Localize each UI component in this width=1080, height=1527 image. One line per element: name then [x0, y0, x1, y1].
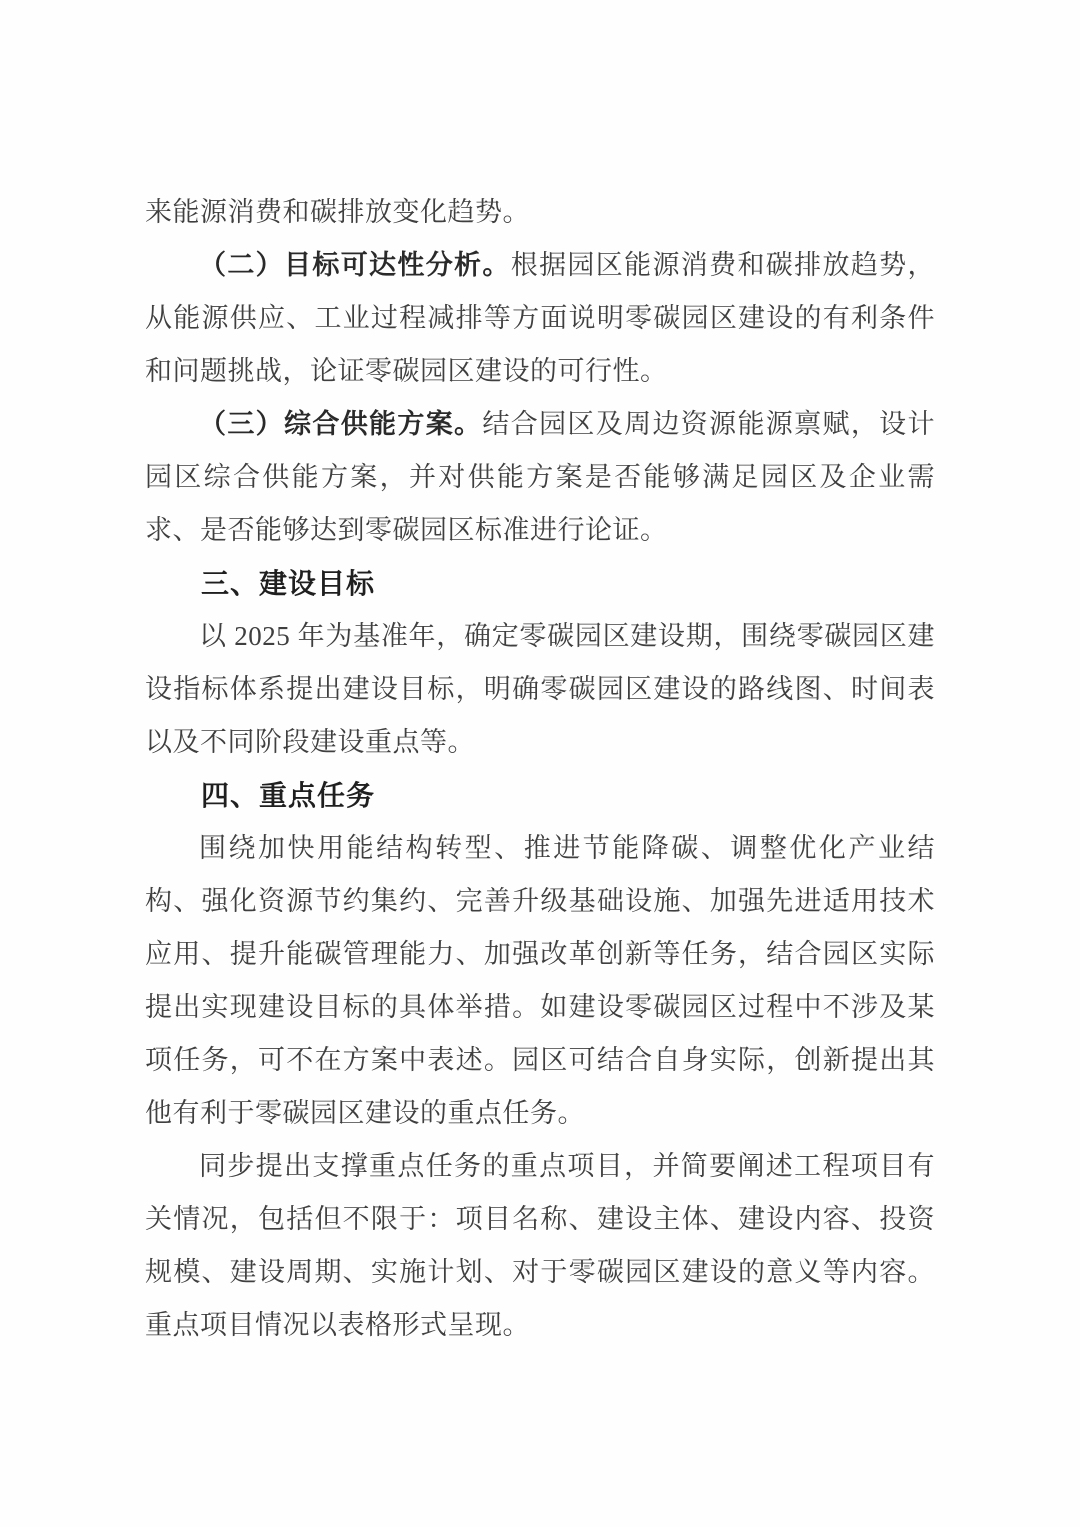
paragraph-goal-feasibility-body: 根据园区能源消费和碳排放趋势，从能源供应、工业过程减排等方面说明零碳园区建设的有利条件和问题挑战，论证零碳园区建设的可行性。 [145, 250, 936, 386]
paragraph-trend-continuation: 来能源消费和碳排放变化趋势。 [145, 197, 530, 227]
paragraph-energy-supply-scheme [145, 398, 935, 557]
paragraph-key-projects: 同步提出支撑重点任务的重点项目，并简要阐述工程项目有关情况，包括但不限于：项目名称、建设主体、建设内容、投资规模、建设周期、实施计划、对于零碳园区建设的意义等内容。重点项目情况以表格形式呈现。 [145, 1151, 935, 1340]
subheading-goal-feasibility-analysis: （二）目标可达性分析。 [199, 250, 511, 280]
paragraph-construction-goals: 以 2025 年为基准年，确定零碳园区建设期，围绕零碳园区建设指标体系提出建设目标，明确零碳园区建设的路线图、时间表以及不同阶段建设重点等。 [145, 621, 935, 757]
paragraph-key-tasks: 围绕加快用能结构转型、推进节能降碳、调整优化产业结构、强化资源节约集约、完善升级基础设施、加强先进适用技术应用、提升能碳管理能力、加强改革创新等任务，结合园区实际提出实现建设目标的具体举措。如建设零碳园区过程中不涉及某项任务，可不在方案中表述。园区可结合自身实际，创新提出其他有利于零碳园区建设的重点任务。 [145, 833, 935, 1128]
subheading-energy-supply-scheme: （三）综合供能方案。 [199, 409, 483, 439]
section-heading-key-tasks: 四、重点任务 [201, 780, 376, 811]
paragraph-energy-supply-scheme-body: 结合园区及周边资源能源禀赋，设计园区综合供能方案，并对供能方案是否能够满足园区及企业需求、是否能够达到零碳园区标准进行论证。 [145, 409, 936, 545]
paragraph-goal-feasibility [145, 239, 935, 398]
section-heading-construction-goals: 三、建设目标 [201, 568, 376, 599]
